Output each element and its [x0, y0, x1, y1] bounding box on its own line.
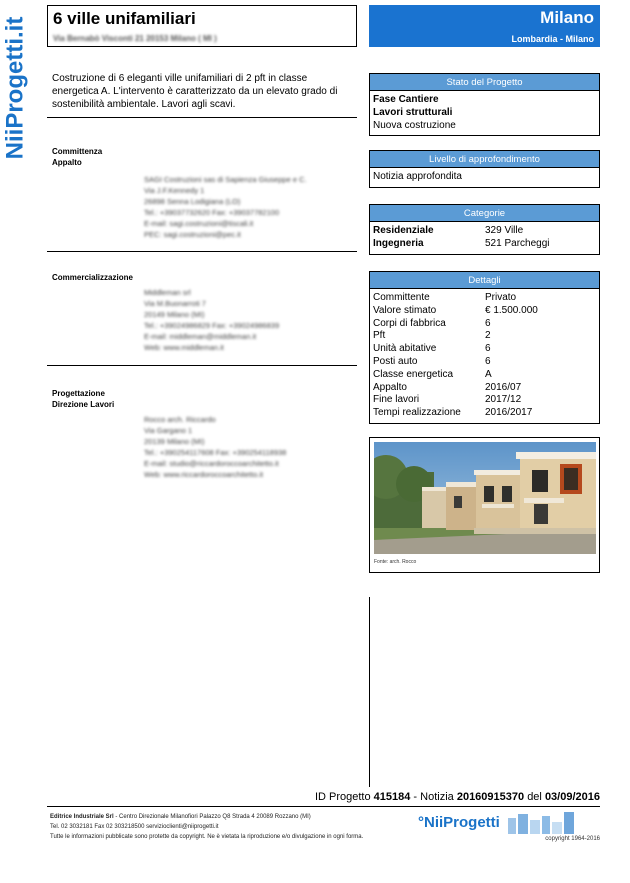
city-skyline-icon	[508, 812, 578, 834]
commercializzazione-label: Commercializzazione	[52, 273, 133, 282]
categoria-row: Ingegneria 521 Parcheggi	[373, 237, 550, 249]
appalto-label: Appalto	[52, 158, 82, 167]
stato-lavori: Lavori strutturali	[373, 106, 453, 118]
committenza-label: Committenza	[52, 147, 103, 156]
dettaglio-row: Pft 2	[373, 330, 491, 342]
stato-header: Stato del Progetto	[370, 74, 599, 91]
stato-fase: Fase Cantiere	[373, 94, 439, 105]
direzione-lavori-label: Direzione Lavori	[52, 400, 115, 409]
divider	[47, 365, 357, 366]
project-title: 6 ville unifamiliari	[53, 9, 196, 28]
categorie-header: Categorie	[370, 205, 599, 222]
project-photo-box	[369, 437, 600, 573]
project-id: 415184	[373, 791, 411, 803]
categoria-row: Residenziale 329 Ville	[373, 225, 524, 236]
commercializzazione-contact: Middleman srl Via M.Buonarroti 7 20149 Milano (MI) Tel.: +39024986829 Fax: +39024986839 E-mail: middleman@middleman.it Web: www.middleman.it	[144, 288, 280, 352]
dettaglio-row: Tempi realizzazione 2016/2017	[373, 407, 533, 419]
niiprogetti-side-logo	[2, 4, 28, 172]
livello-header: Livello di approfondimento	[370, 151, 599, 168]
dettaglio-row: Committente Privato	[373, 292, 517, 303]
dettaglio-row: Valore stimato € 1.500.000	[373, 304, 538, 316]
footer-divider	[47, 806, 600, 807]
project-rendering-image	[374, 442, 596, 554]
stato-tipo: Nuova costruzione	[373, 119, 456, 131]
categorie-panel	[369, 204, 600, 255]
dettaglio-row: Appalto 2016/07	[373, 381, 522, 393]
dettaglio-row: Unità abitative 6	[373, 343, 491, 355]
footer-info: Editrice Industriale Srl - Centro Direzionale Milanofiori Palazzo Q8 Strada 4 20089 Rozzano (MI) Tel. 02 3032181 Fax 02 303218500 servizioclienti@niiprogetti.it Tutte le informazioni pubblicate sono protette da copyright. Ne è vietata la riproduzione e/o divulgazione in ogni forma.	[50, 814, 364, 840]
committenza-contact: SAGI Costruzioni sas di Sapienza Giuseppe e C. Via J.F.Kennedy 1 26898 Senna Lodigiana (LO) Tel.: +39037732620 Fax: +39037782100 E-mail: sagi.costruzioni@tiscali.it PEC: sagi.costruzioni@pec.it	[144, 175, 307, 239]
niiprogetti-footer-logo: °NiiProgetti	[418, 812, 578, 834]
dettaglio-row: Fine lavori 2017/12	[373, 394, 522, 406]
dettaglio-row: Classe energetica A	[373, 368, 492, 380]
city-box	[369, 5, 600, 47]
project-title-box	[47, 5, 357, 47]
column-divider	[369, 597, 370, 787]
stato-panel	[369, 73, 600, 136]
livello-value: Notizia approfondita	[373, 171, 462, 182]
region-name: Lombardia - Milano	[511, 34, 594, 44]
project-id-line: ID Progetto 415184 - Notizia 20160915370 del 03/09/2016	[314, 791, 600, 803]
copyright: copyright 1964-2016	[545, 836, 600, 842]
project-description: Costruzione di 6 eleganti ville unifamiliari di 2 pft in classe energetica A. L'intervento è caratterizzato da un elevato grado di sostenibilità ambientale. Lavori agli scavi.	[52, 73, 338, 110]
notizia-id: 20160915370	[456, 791, 525, 803]
divider	[47, 251, 357, 252]
project-address: Via Bernabò Visconti 21 20153 Milano ( MI )	[53, 34, 217, 43]
divider	[47, 117, 357, 118]
livello-panel	[369, 150, 600, 188]
city-name: Milano	[540, 8, 594, 27]
dettagli-header: Dettagli	[370, 272, 599, 289]
photo-caption: Fonte: arch. Rocco	[374, 559, 417, 565]
progettazione-label: Progettazione	[52, 389, 105, 398]
dettaglio-row: Posti auto 6	[373, 355, 491, 367]
notizia-date: 03/09/2016	[544, 791, 600, 803]
dettagli-panel	[369, 271, 600, 424]
dettaglio-row: Corpi di fabbrica 6	[373, 317, 491, 329]
progettazione-contact: Rocco arch. Riccardo Via Gargano 1 20139 Milano (MI) Tel.: +390254117608 Fax: +390254118938 E-mail: studio@riccardoroccoarchitetto.it Web: www.riccardoroccoarchitetto.it	[144, 415, 287, 479]
side-logo-text: NiiProgetti.it	[1, 16, 29, 160]
